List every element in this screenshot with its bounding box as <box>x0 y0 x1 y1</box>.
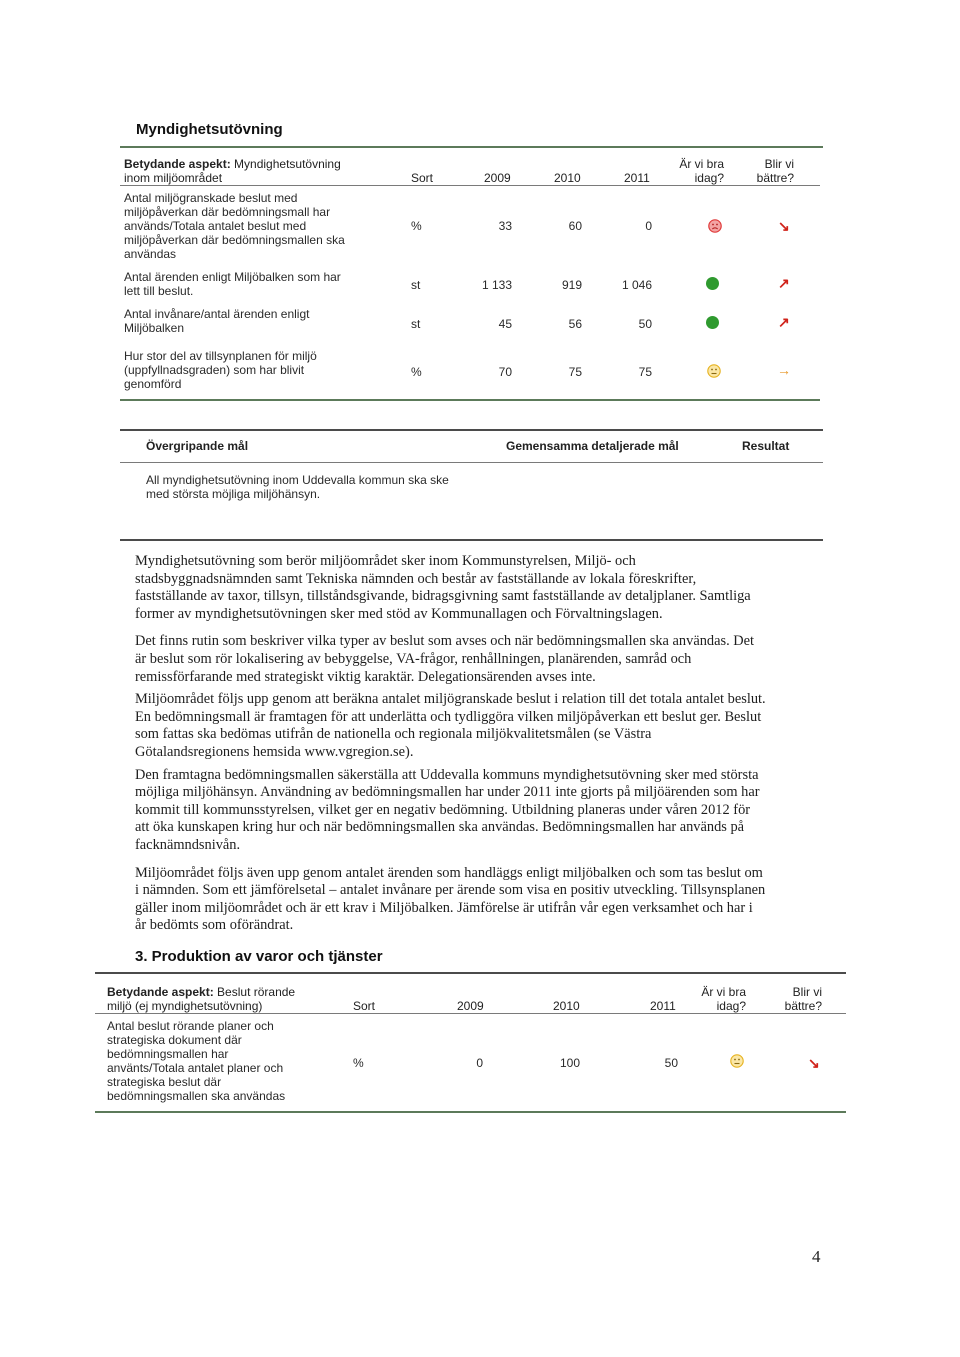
col-2010-header: 2010 <box>554 171 581 185</box>
down-arrow-icon: ↘ <box>778 218 790 234</box>
col-unit-header: Sort <box>353 999 376 1013</box>
up-arrow-icon: ↗ <box>778 314 790 330</box>
paragraph: Miljöområdet följs upp genom att beräkna antalet miljögranskade beslut i relation till det totala antalet beslut. En bedömningsmall är framtagen för att underlätta och tydliggöra vilken miljöpåverkan ett beslut ger. Beslut som fattas ska bedömas utifrån de nationella och regionala miljökvalitetsmålen (se Västra Götalandsregionens hemsida www.vgregion.se). <box>135 691 766 760</box>
table-row-label: Antal miljögranskade beslut med miljöpåverkan där bedömningsmall har används/Totala antalet beslut med miljöpåverkan där bedömningsmallen ska användas <box>124 191 345 261</box>
paragraph: Miljöområdet följs även upp genom antalet ärenden som handläggs enligt miljöbalken och som tas beslut om i nämnden. Som ett jämförelsetal – antalet invånare per ärende som visa en positiv utveckling. Tillsynsplanen gäller inom miljöområdet och är ett krav i Miljöbalken. Jämförelse är utifrån vår egen verksamhet och har i år bedömts som oförändrat. <box>135 864 766 934</box>
value-2009: 0 <box>476 1056 483 1070</box>
row-unit: % <box>353 1056 364 1070</box>
row-unit: st <box>411 317 421 331</box>
value-2010: 60 <box>568 219 582 233</box>
value-2010: 919 <box>561 278 582 292</box>
divider <box>120 429 823 431</box>
value-2010: 100 <box>559 1056 580 1070</box>
col-detailed-goals: Gemensamma detaljerade mål <box>506 439 679 453</box>
aspect-header <box>107 985 295 1013</box>
row-unit: % <box>411 365 422 379</box>
value-2010: 75 <box>568 365 582 379</box>
section-title: Myndighetsutövning <box>136 121 283 138</box>
divider <box>95 972 846 974</box>
value-2009: 45 <box>498 317 512 331</box>
divider <box>120 539 823 541</box>
overall-goal-text: All myndighetsutövning inom Uddevalla kommun ska ske med största möjliga miljöhänsyn. <box>146 473 449 501</box>
table-row-label: Antal beslut rörande planer och strategiska dokument där bedömningsmallen har använts/Totala antalet planer och strategiska beslut där bedömningsmallen ska användas <box>107 1019 286 1103</box>
table-row-label: Hur stor del av tillsynplanen för miljö (uppfyllnadsgraden) som har blivit genomförd <box>124 349 317 391</box>
neutral-face-icon <box>730 1054 744 1068</box>
value-2009: 33 <box>498 219 512 233</box>
green-dot-icon <box>706 277 719 290</box>
row-unit: st <box>411 278 421 292</box>
table-row-label: Antal invånare/antal ärenden enligt Miljöbalken <box>124 307 310 335</box>
col-trend-header: Blir vi bättre? <box>784 985 822 1013</box>
aspect-header <box>124 157 341 185</box>
value-2009: 1 133 <box>481 278 512 292</box>
aspect-value: Beslut rörande <box>217 985 296 999</box>
down-arrow-icon: ↘ <box>808 1055 820 1071</box>
col-2010-header: 2010 <box>553 999 580 1013</box>
sad-face-icon <box>708 219 722 233</box>
aspect-label: Betydande aspekt: <box>107 985 214 999</box>
value-2010: 56 <box>568 317 582 331</box>
value-2009: 70 <box>498 365 512 379</box>
aspect-value-2: miljö (ej myndighetsutövning) <box>107 999 263 1013</box>
aspect-value-2: inom miljöområdet <box>124 171 223 185</box>
divider <box>120 146 823 148</box>
col-2011-header: 2011 <box>650 999 676 1013</box>
section-title: 3. Produktion av varor och tjänster <box>135 948 383 965</box>
col-status-header: Är vi bra idag? <box>679 157 724 185</box>
green-dot-icon <box>706 316 719 329</box>
paragraph: Myndighetsutövning som berör miljöområdet sker inom Kommunstyrelsen, Miljö- och stadsbyggnadsnämnden samt Tekniska nämnden och består av fastställande av lokala föreskrifter, fastställande av taxor, tillsyn, tillståndsgivande, bidragsgivning samt fastställande av detaljplaner. Samtliga former av myndighetsutövningen sker med stöd av Kommunallagen och Förvaltningslagen. <box>135 553 751 622</box>
value-2011: 1 046 <box>621 278 652 292</box>
row-unit: % <box>411 219 422 233</box>
value-2011: 75 <box>638 365 652 379</box>
aspect-value: Myndighetsutövning <box>234 157 341 171</box>
right-arrow-icon: → <box>777 362 791 378</box>
paragraph: Den framtagna bedömningsmallen säkerställa att Uddevalla kommuns myndighetsutövning sker med största möjliga miljöhänsyn. Användning av bedömningsmallen har under 2011 inte gjorts på miljöärenden som har kommit till kommunsstyrelsen, vilket ger en negativ bedömning. Utbildning planeras under våren 2012 för att öka kunskapen kring hur och när bedömningsmallen ska användas. Bedömningsmallen har används på facknämndsnivån. <box>135 766 760 853</box>
col-overall-goal: Övergripande mål <box>146 439 249 453</box>
header-underline <box>120 185 820 186</box>
paragraph: Det finns rutin som beskriver vilka typer av beslut som avses och när bedömningsmallen ska användas. Det är beslut som rör lokalisering av bebyggelse, VA-frågor, renhållningen, planärenden, samråd och remissförfarande med strategiskt viktig karaktär. Delegationsärenden avses inte. <box>135 633 755 685</box>
value-2011: 50 <box>638 317 652 331</box>
value-2011: 50 <box>664 1056 678 1070</box>
col-unit-header: Sort <box>411 171 434 185</box>
col-trend-header: Blir vi bättre? <box>756 157 794 185</box>
table-row-label: Antal ärenden enligt Miljöbalken som har lett till beslut. <box>124 270 341 298</box>
divider <box>120 399 820 401</box>
body-text <box>135 553 803 940</box>
header-underline <box>95 1013 846 1014</box>
col-2011-header: 2011 <box>624 171 650 185</box>
divider <box>95 1111 846 1113</box>
page-number: 4 <box>812 1247 821 1266</box>
divider <box>120 462 823 463</box>
aspect-label: Betydande aspekt: <box>124 157 231 171</box>
neutral-face-icon <box>707 364 721 378</box>
col-2009-header: 2009 <box>457 999 484 1013</box>
value-2011: 0 <box>645 219 652 233</box>
up-arrow-icon: ↗ <box>778 275 790 291</box>
col-status-header: Är vi bra idag? <box>701 985 746 1013</box>
col-2009-header: 2009 <box>484 171 511 185</box>
col-result: Resultat <box>742 439 790 453</box>
